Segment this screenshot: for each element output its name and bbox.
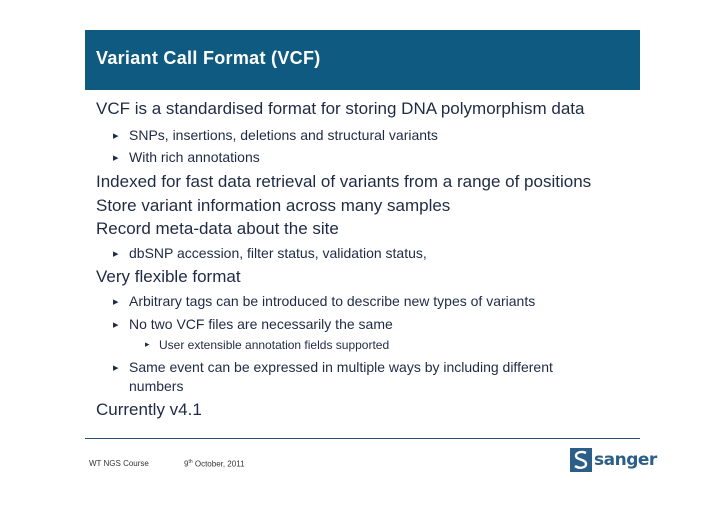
bullet-level1-text: Store variant information across many samples bbox=[96, 196, 451, 215]
bullet-level3-text: User extensible annotation fields supported bbox=[159, 338, 390, 352]
bullet-level2-text: dbSNP accession, filter status, validation status, bbox=[129, 245, 427, 261]
bullet-arrow-icon: ▸ bbox=[113, 362, 119, 374]
bullet-level1-text: Record meta-data about the site bbox=[96, 219, 339, 238]
sanger-logo-icon bbox=[570, 448, 592, 472]
footer-date-day: 9 bbox=[184, 459, 189, 469]
footer-date-suffix: th bbox=[188, 459, 193, 465]
bullet-arrow-icon: ▸ bbox=[113, 130, 119, 142]
bullet-level1-text: Indexed for fast data retrieval of variants from a range of positions bbox=[96, 172, 592, 191]
bullet-level1-text: Very flexible format bbox=[96, 267, 241, 286]
sanger-logo-text: sanger bbox=[594, 450, 657, 470]
bullet-level1-text: Currently v4.1 bbox=[96, 400, 202, 419]
bullet-level2-text: Same event can be expressed in multiple ways by including different bbox=[129, 359, 553, 375]
footer-date-rest: October, 2011 bbox=[192, 459, 245, 469]
sanger-logo bbox=[570, 448, 657, 472]
bullet-arrow-icon: ▸ bbox=[113, 248, 119, 260]
bullet-level2-text: With rich annotations bbox=[129, 149, 260, 165]
bullet-level2-text: SNPs, insertions, deletions and structural variants bbox=[129, 127, 438, 143]
bullet-level2-text: numbers bbox=[129, 378, 184, 394]
slide-title: Variant Call Format (VCF) bbox=[96, 48, 321, 68]
footer-date bbox=[184, 459, 245, 469]
bullet-arrow-icon: ▸ bbox=[113, 152, 119, 164]
bullet-level2-text: Arbitrary tags can be introduced to describe new types of variants bbox=[129, 293, 536, 309]
bullet-level2-text: No two VCF files are necessarily the same bbox=[129, 316, 393, 332]
bullet-arrow-icon: ▸ bbox=[113, 296, 119, 308]
bullet-arrow-icon: ▸ bbox=[113, 319, 119, 331]
footer-course: WT NGS Course bbox=[89, 459, 149, 468]
bullet-arrow-icon: ▸ bbox=[145, 339, 150, 349]
footer-divider bbox=[85, 438, 640, 439]
bullet-level1-text: VCF is a standardised format for storing DNA polymorphism data bbox=[96, 99, 585, 118]
